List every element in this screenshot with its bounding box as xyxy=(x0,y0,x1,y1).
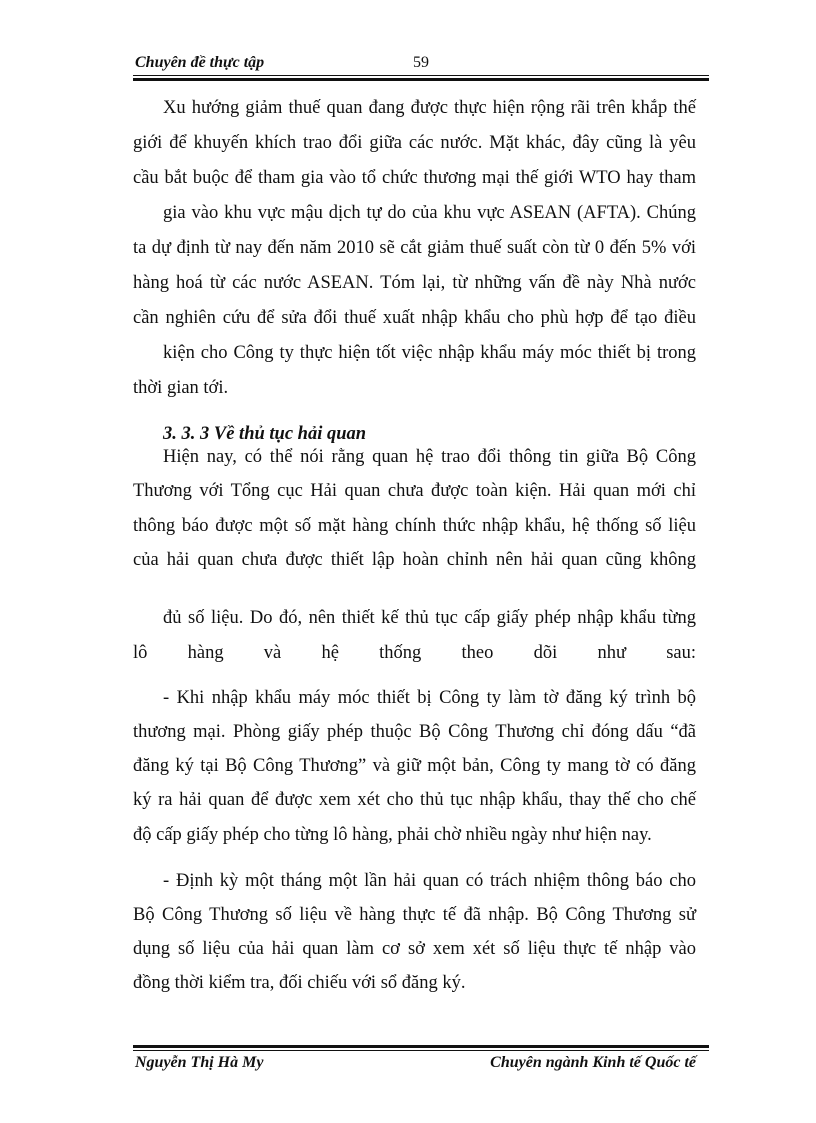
text-line: - Khi nhập khẩu máy móc thiết bị Công ty làm tờ đăng ký trình bộ xyxy=(163,688,696,708)
text-line: gia vào khu vực mậu dịch tự do của khu vực ASEAN (AFTA). Chúng xyxy=(163,203,696,223)
header-rule-thin xyxy=(133,75,709,76)
text-line: Thương với Tổng cục Hải quan chưa được toàn kiện. Hải quan mới chỉ xyxy=(133,481,696,501)
text-line: - Định kỳ một tháng một lần hải quan có trách nhiệm thông báo cho xyxy=(163,871,696,891)
footer-author: Nguyễn Thị Hà My xyxy=(135,1054,264,1071)
text-line: ký ra hải quan để được xem xét cho thủ tục nhập khẩu, thay thế cho chế xyxy=(133,790,696,810)
text-line: thương mại. Phòng giấy phép thuộc Bộ Công Thương chỉ đóng dấu “đã xyxy=(133,722,696,742)
text-line: kiện cho Công ty thực hiện tốt việc nhập khẩu máy móc thiết bị trong xyxy=(163,343,696,363)
text-line: giới để khuyến khích trao đổi giữa các nước. Mặt khác, đây cũng là yêu xyxy=(133,133,696,153)
page-footer xyxy=(133,1054,696,1076)
footer-major: Chuyên ngành Kinh tế Quốc tế xyxy=(490,1054,696,1071)
text-line: hàng hoá từ các nước ASEAN. Tóm lại, từ những vấn đề này Nhà nước xyxy=(133,273,696,293)
text-line: dụng số liệu của hải quan làm cơ sở xem xét số liệu thực tế nhập vào xyxy=(133,939,696,959)
header-rule-thick xyxy=(133,78,709,81)
page-number: 59 xyxy=(413,54,429,71)
text-line: thời gian tới. xyxy=(133,378,229,398)
header-title: Chuyên đề thực tập xyxy=(135,54,265,71)
text-line: đăng ký tại Bộ Công Thương” và giữ một bản, Công ty mang tờ có đăng xyxy=(133,756,696,776)
text-line: Xu hướng giảm thuế quan đang được thực hiện rộng rãi trên khắp thế xyxy=(163,98,696,118)
section-heading: 3. 3. 3 Về thủ tục hải quan xyxy=(163,424,367,444)
text-line: Hiện nay, có thể nói rằng quan hệ trao đổi thông tin giữa Bộ Công xyxy=(163,447,696,467)
text-line: Bộ Công Thương số liệu về hàng thực tế đã nhập. Bộ Công Thương sử xyxy=(133,905,696,925)
text-line: đồng thời kiểm tra, đối chiếu với sổ đăng ký. xyxy=(133,973,466,993)
text-line: ta dự định từ nay đến năm 2010 sẽ cắt giảm thuế suất còn từ 0 đến 5% với xyxy=(133,238,696,258)
footer-rule-thin xyxy=(133,1050,709,1051)
text-line: độ cấp giấy phép cho từng lô hàng, phải chờ nhiều ngày như hiện nay. xyxy=(133,825,652,845)
text-line: đủ số liệu. Do đó, nên thiết kế thủ tục cấp giấy phép nhập khẩu từng xyxy=(163,608,696,628)
text-line: cần nghiên cứu để sửa đổi thuế xuất nhập khẩu cho phù hợp để tạo điều xyxy=(133,308,696,328)
text-line: của hải quan chưa được thiết lập hoàn chỉnh nên hải quan cũng không xyxy=(133,550,696,570)
page-header xyxy=(133,52,708,74)
text-line: lô hàng và hệ thống theo dõi như sau: xyxy=(133,643,696,663)
text-line: thông báo được một số mặt hàng chính thức nhập khẩu, hệ thống số liệu xyxy=(133,516,696,536)
footer-rule-thick xyxy=(133,1045,709,1048)
text-line: cầu bắt buộc để tham gia vào tổ chức thương mại thế giới WTO hay tham xyxy=(133,168,696,188)
